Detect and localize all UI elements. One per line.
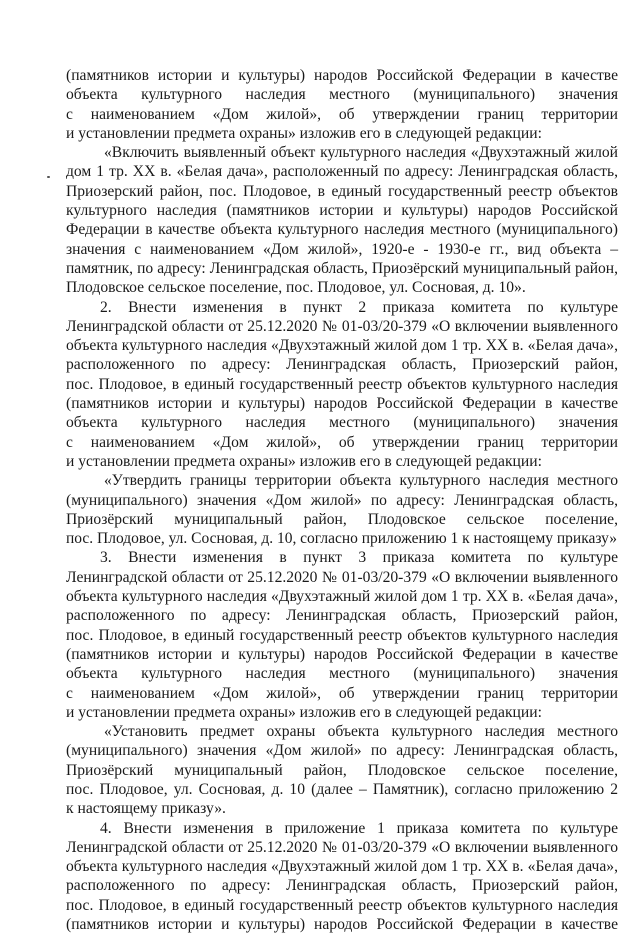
text-line: пос. Плодовое, в единый государственный реестр объектов культурного наследия: [66, 375, 618, 393]
text-line: Ленинградской области от 25.12.2020 № 01-03/20-379 «О включении выявленного: [66, 838, 618, 856]
text-line: с наименованием «Дом жилой», об утверждении границ территории: [66, 684, 618, 702]
text-line: «Утвердить границы территории объекта культурного наследия местного: [104, 472, 618, 490]
text-line: пос. Плодовое, ул. Сосновая, д. 10 (далее – Памятник), согласно приложению 2: [66, 780, 618, 798]
text-line: расположенного по адресу: Ленинградская область, Приозерский район,: [66, 877, 618, 895]
text-line: Плодовское сельское поселение, пос. Плодовое, ул. Сосновая, д. 10».: [66, 279, 526, 297]
text-line: Ленинградской области от 25.12.2020 № 01-03/20-379 «О включении выявленного: [66, 317, 618, 335]
text-line: объекта культурного наследия «Двухэтажный жилой дом 1 тр. XX в. «Белая дача»,: [66, 858, 618, 876]
text-line: (памятников истории и культуры) народов Российской Федерации в качестве: [66, 67, 618, 84]
text-line: Приозерский район, пос. Плодовое, в единый государственный реестр объектов: [66, 182, 618, 200]
text-line: с наименованием «Дом жилой», об утверждении границ территории: [66, 105, 618, 123]
text-line: Приозёрский муниципальный район, Плодовское сельское поселение,: [66, 510, 618, 528]
text-line: 2. Внести изменения в пункт 2 приказа комитета по культуре: [100, 298, 618, 316]
text-line: объекта культурного наследия «Двухэтажный жилой дом 1 тр. XX в. «Белая дача»,: [66, 588, 618, 606]
text-line: расположенного по адресу: Ленинградская область, Приозерский район,: [66, 356, 618, 374]
text-line: культурного наследия (памятников истории и культуры) народов Российской: [66, 202, 618, 220]
text-line: объекта культурного наследия местного (муниципального) значения: [66, 665, 618, 683]
text-line: к настоящему приказу».: [66, 800, 226, 818]
text-line: (памятников истории и культуры) народов Российской Федерации в качестве: [66, 645, 618, 663]
text-line: Приозёрский муниципальный район, Плодовское сельское поселение,: [66, 761, 618, 779]
text-line: 3. Внести изменения в пункт 3 приказа комитета по культуре: [100, 549, 618, 567]
text-line: пос. Плодовое, ул. Сосновая, д. 10, согласно приложению 1 к настоящему приказу»: [66, 530, 618, 548]
text-line: (памятников истории и культуры) народов Российской Федерации в качестве: [66, 395, 618, 413]
text-line: Ленинградской области от 25.12.2020 № 01-03/20-379 «О включении выявленного: [66, 568, 618, 586]
text-line: (муниципального) значения «Дом жилой» по адресу: Ленинградская область,: [66, 742, 618, 760]
text-line: пос. Плодовое, в единый государственный реестр объектов культурного наследия: [66, 626, 618, 644]
text-line: памятник, по адресу: Ленинградская область, Приозёрский муниципальный район,: [66, 259, 618, 277]
text-line: и установлении предмета охраны» изложив его в следующей редакции:: [66, 124, 542, 142]
text-line: 4. Внести изменения в приложение 1 приказа комитета по культуре: [100, 819, 618, 837]
text-line: и установлении предмета охраны» изложив его в следующей редакции:: [66, 703, 542, 721]
text-line: «Включить выявленный объект культурного наследия «Двухэтажный жилой: [104, 144, 618, 162]
scan-speck: [47, 176, 50, 178]
document-body: [66, 66, 618, 934]
text-line: объекта культурного наследия местного (муниципального) значения: [66, 86, 618, 104]
text-line: «Установить предмет охраны объекта культурного наследия местного: [104, 723, 618, 741]
text-line: объекта культурного наследия местного (муниципального) значения: [66, 414, 618, 432]
text-line: дом 1 тр. XX в. «Белая дача», расположенный по адресу: Ленинградская область,: [66, 163, 618, 181]
text-line: (памятников истории и культуры) народов Российской Федерации в качестве: [66, 916, 618, 934]
text-line: значения с наименованием «Дом жилой», 1920-е - 1930-е гг., вид объекта –: [66, 240, 618, 258]
text-line: с наименованием «Дом жилой», об утверждении границ территории: [66, 433, 618, 451]
text-line: расположенного по адресу: Ленинградская область, Приозерский район,: [66, 607, 618, 625]
text-line: пос. Плодовое, в единый государственный реестр объектов культурного наследия: [66, 896, 618, 914]
text-line: и установлении предмета охраны» изложив его в следующей редакции:: [66, 452, 542, 470]
text-line: Федерации в качестве объекта культурного наследия местного (муниципального): [66, 221, 618, 239]
text-line: (муниципального) значения «Дом жилой» по адресу: Ленинградская область,: [66, 491, 618, 509]
text-line: объекта культурного наследия «Двухэтажный жилой дом 1 тр. XX в. «Белая дача»,: [66, 337, 618, 355]
